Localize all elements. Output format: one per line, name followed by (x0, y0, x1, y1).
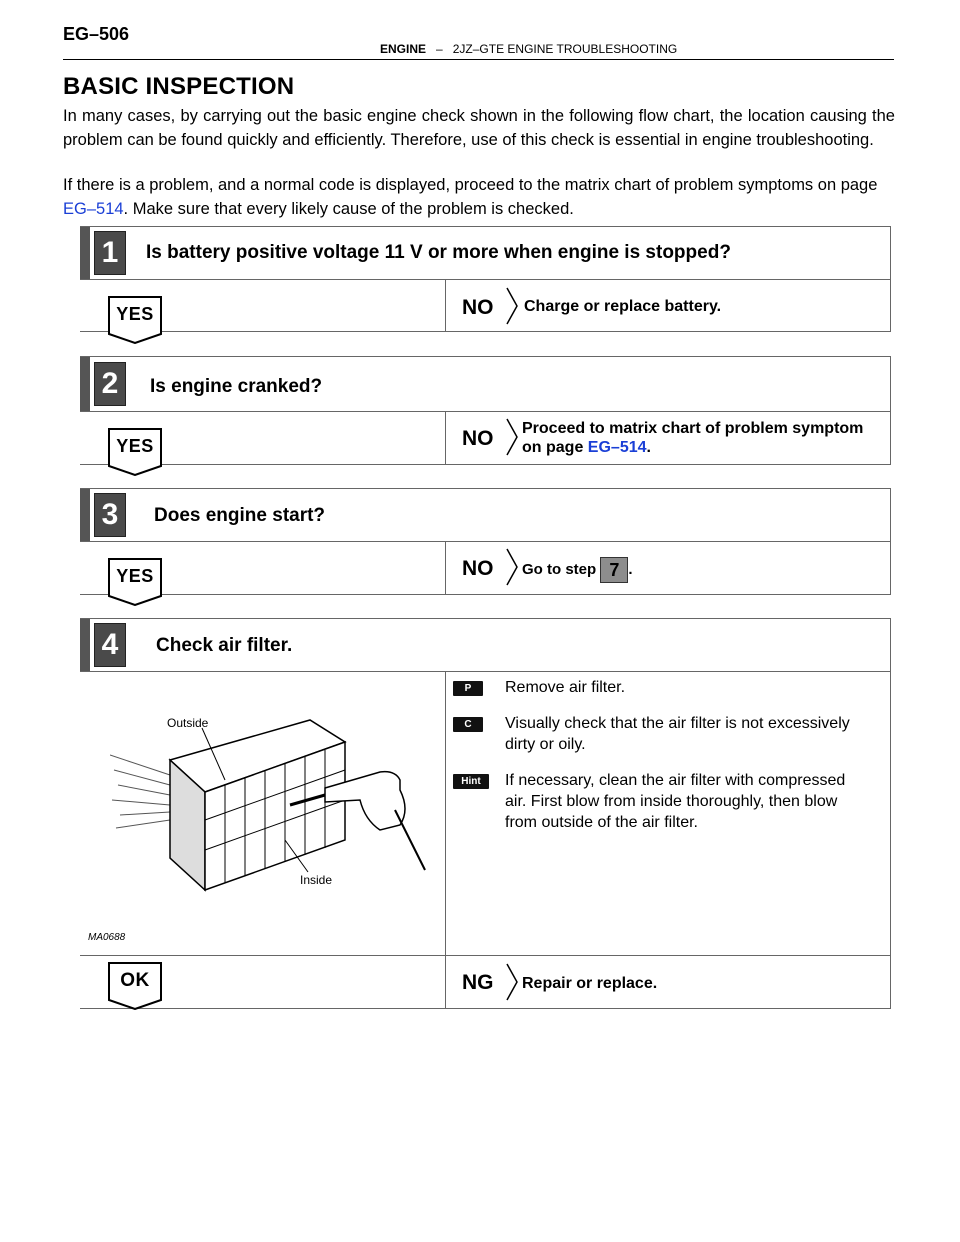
intro-text: If there is a problem, and a normal code is displayed, proceed to the matrix chart of problem symptoms on page (63, 176, 878, 194)
goto-step-label: Go to step (522, 560, 597, 578)
air-filter-illustration (110, 700, 430, 900)
step-2-action-line2: on page (522, 439, 584, 456)
page-link-eg514[interactable]: EG–514 (587, 439, 647, 456)
step-1-no-action: Charge or replace battery. (524, 298, 722, 315)
step-1-yes-tag (108, 296, 162, 344)
chevron-right-icon (505, 547, 519, 587)
step-2-no-action (522, 419, 863, 457)
step-1-no-label: NO (462, 296, 494, 319)
intro-text-end: . Make sure that every likely cause of the problem is checked. (123, 200, 574, 218)
detail-c-line2: dirty or oily. (505, 736, 586, 753)
detail-hint-text (505, 770, 845, 833)
badge-c (453, 714, 483, 732)
page-title: BASIC INSPECTION (63, 73, 295, 100)
row-divider (445, 279, 446, 331)
step-4-ng-label: NG (462, 971, 494, 994)
step-1-number: 1 (94, 231, 126, 275)
intro-paragraph-1: In many cases, by carrying out the basic engine check shown in the following flow chart, the location causing the problem can be found quickly and efficiently. Therefore, use of this check is essential in engine troubleshooting. (63, 107, 895, 149)
step-3-yes-label: YES (116, 566, 154, 586)
step-1-question: Is battery positive voltage 11 V or more when engine is stopped? (146, 242, 731, 263)
step-bar (80, 619, 90, 671)
goto-step-7-box[interactable]: 7 (600, 557, 628, 583)
step-bar (80, 489, 90, 541)
header-rule (63, 59, 894, 60)
step-4-ok-label: OK (120, 970, 150, 991)
step-3-yes-tag (108, 558, 162, 606)
page-number: EG–506 (63, 24, 130, 44)
step-bar (80, 357, 90, 411)
goto-step-end: . (628, 560, 633, 578)
air-blast-lines (110, 755, 170, 828)
step-4-number: 4 (94, 623, 126, 667)
step-3-box (80, 488, 891, 542)
chevron-right-icon (505, 286, 519, 326)
row-divider (445, 671, 446, 955)
chevron-right-icon (505, 962, 519, 1002)
page-link-eg514[interactable]: EG–514 (63, 200, 124, 218)
step-3-question: Does engine start? (154, 505, 326, 526)
step-3-number: 3 (94, 493, 126, 537)
step-2-number: 2 (94, 362, 126, 406)
step-4-ok-tag (108, 962, 162, 1010)
detail-hint-line2: air. First blow from inside thoroughly, then blow (505, 793, 838, 810)
step-3-no-action (522, 557, 633, 583)
chevron-right-icon (505, 417, 519, 457)
step-2-action-line1: Proceed to matrix chart of problem symptom (522, 420, 864, 437)
illus-label-inside: Inside (300, 873, 333, 887)
row-divider (445, 411, 446, 464)
p-badge-label: P (453, 681, 483, 696)
detail-p-text: Remove air filter. (505, 679, 626, 696)
step-2-yes-tag (108, 428, 162, 476)
illustration-code: MA0688 (88, 932, 126, 943)
badge-p (453, 678, 483, 696)
air-hose (395, 810, 425, 870)
running-header (380, 42, 677, 56)
detail-c-text (505, 713, 850, 755)
detail-hint-line1: If necessary, clean the air filter with compressed (505, 772, 846, 789)
c-badge-label: C (453, 717, 483, 732)
header-subtitle: 2JZ–GTE ENGINE TROUBLESHOOTING (452, 42, 678, 56)
step-2-action-end: . (646, 439, 651, 456)
step-3-no-label: NO (462, 557, 494, 580)
step-2-box (80, 356, 891, 412)
step-bar (80, 227, 90, 279)
intro-paragraph-2 (63, 173, 895, 221)
step-2-question: Is engine cranked? (150, 376, 323, 397)
step-1-box (80, 226, 891, 280)
hint-badge-label: Hint (453, 774, 489, 789)
step-2-no-label: NO (462, 427, 494, 450)
header-section: ENGINE (380, 42, 427, 56)
row-divider (445, 956, 446, 1008)
step-4-box (80, 618, 891, 672)
row-divider (445, 541, 446, 594)
step-4-ng-action: Repair or replace. (522, 975, 658, 992)
illus-label-outside: Outside (167, 716, 209, 730)
badge-hint (453, 771, 489, 789)
detail-c-line1: Visually check that the air filter is not excessively (505, 715, 850, 732)
step-1-yes-label: YES (116, 304, 154, 324)
detail-hint-line3: from outside of the air filter. (505, 814, 698, 831)
header-separator: – (436, 42, 443, 56)
step-2-yes-label: YES (116, 436, 154, 456)
step-4-question: Check air filter. (156, 635, 293, 656)
